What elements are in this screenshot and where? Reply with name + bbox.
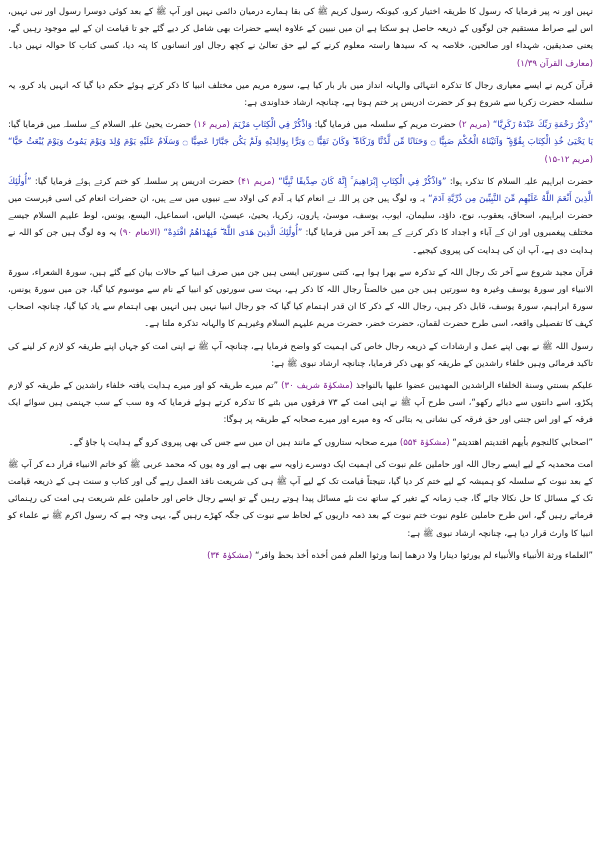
body-text: ”تم میرے طریقہ کو اور میرے ہدایت یافتہ خلفاء راشدین کے طریقہ کو لازم پکڑو، اسے دانتوں سے دبائے رکھو“، اسی طرح آپ ﷺ نے اپنی امت کے ۷۳ فرقوں میں بٹنے کا تذکرہ کرتے ہوئے فرمایا کہ وہ سب کے سب جہنمی ہیں سوائے ایک فرقہ کے اور اس جنتی اور حق فرقہ کی نشانی یہ بتائی کہ وہ میرے اور میرے صحابہ کے طریقہ پر ہوگا:: [8, 381, 593, 426]
document-page: [8, 4, 593, 863]
hadith-text: ”العلماء ورثة الأنبياء والأنبياء لم يورثوا دينارا ولا درهما إنما ورثوا العلم فمن أخذه أخذ بحظ وافر“: [252, 550, 593, 561]
paragraph: [8, 435, 593, 452]
paragraph: [8, 78, 593, 112]
reference-citation: (الانعام ۹۰): [116, 228, 161, 239]
paragraph: [8, 378, 593, 430]
paragraph: [8, 457, 593, 543]
paragraph: [8, 117, 593, 169]
quran-verse: ”أُولَٰئِكَ الَّذِينَ أَنْعَمَ اللَّهُ عَلَيْهِم مِّنَ النَّبِيِّينَ مِن ذُرِّيَّةِ آدَمَ“: [8, 176, 593, 205]
paragraph: [8, 339, 593, 373]
reference-citation: (مریم ۴۱): [234, 176, 275, 187]
paragraph: [8, 265, 593, 334]
paragraph: [8, 174, 593, 260]
reference-citation: (مریم ۱۲-۱۵): [544, 154, 593, 165]
body-text: قرآن مجید شروع سے آخر تک رجال اللہ کے تذکرہ سے بھرا ہوا ہے، کتنی سورتیں ایسی ہیں جن میں صرف انبیا کے حالات بیان کیے گئے ہیں، سورۃ الشعراء، سورۃ الانبیاء اور سورۃ یوسف وغیرہ وہ سورتیں ہیں جن میں خالصتاً رجال اللہ کا ذکر ہے، بہت سی سورتوں کو انبیا کے نام سے موسوم کیا گیا، جن میں سورۃ یونس، سورۃ ابراہیم، سورۃ یوسف، قابل ذکر ہیں، رجال اللہ کے ذکر کا ان قدر اہتمام کیا گیا کہ جو رجال انبیا نہیں ہیں انہیں بھی اہتمام سے یاد کیا گیا، چنانچہ اصحاب کہف کا تفصیلی واقعہ، اسی طرح حضرت لقمان، حضرت خضر، حضرت مریم علیہم السلام وغیرہم کا والہانہ تذکرہ ملتا ہے۔: [8, 267, 593, 330]
body-text: نہیں اور نہ پیر فرمایا کہ رسول کا طریقہ اختیار کرو، کیونکہ رسول کریم ﷺ کی بقا ہمارے درمیان دائمی نہیں اور آپ ﷺ کے بعد کوئی دوسرا رسول اور نبی نہیں، اس لیے صراط مستقیم جن لوگوں کے ذریعہ حاصل ہو سکتا ہے ان میں نبیین کے علاوہ ایسے حضرات بھی شامل کر دیے گئے جو تا قیامت ان کے لیے موجود رہیں گے، یعنی صدیقین، شہداء اور صالحین، خلاصہ یہ کہ سیدھا راستہ معلوم کرنے کے لیے حق تعالیٰ نے کچھ رجال اور انسانوں کا پتہ دیا، کسی کتاب کا حوالہ نہیں دیا۔: [8, 7, 593, 52]
body-text: میرے صحابہ ستاروں کے مانند ہیں ان میں سے جس کی بھی پیروی کرو گے ہدایت پا جاؤ گے۔: [68, 437, 398, 448]
paragraph: [8, 548, 593, 565]
body-text: حضرت مریم کے سلسلہ میں فرمایا گیا:: [311, 120, 456, 131]
quran-verse: ”ذِكْرُ رَحْمَةِ رَبِّكَ عَبْدَهُ زَكَرِيَّا“: [490, 120, 594, 131]
body-text: یہ وہ لوگ ہیں جن پر اللہ نے انعام کیا یہ آدم کی اولاد سے نبیوں میں سے ہیں، ان حضرات انعام کی اسی فہرست میں حضرت ابراہیم، اسحاق، یعقوب، نوح، داؤد، سلیمان، ایوب، یوسف، موسیٰ، ہارون، زکریا، یحییٰ، عیسیٰ، الیاس، اسماعیل، الیسع، یونس، لوط علیہم السلام جیسے مختلف پیغمبروں اور ان کے آباء و اجداد کا ذکر کرنے کے بعد آخر میں فرمایا گیا:: [8, 194, 593, 239]
body-text: حضرت یحییٰ علیہ السلام کے سلسلہ میں فرمایا گیا:: [8, 120, 192, 131]
hadith-text: ”اصحابي كالنجوم بأيهم اقتديتم اهتديتم“: [449, 437, 593, 448]
reference-citation: (مریم ۲): [455, 120, 491, 131]
reference-citation: (مشکوٰۃ ۵۵۴): [397, 437, 450, 448]
body-text: امت محمدیہ کے لیے ایسے رجال اللہ اور حاملین علم نبوت کی اہمیت ایک دوسرے زاویہ سے بھی ہے اور وہ یوں کہ محمد عربی ﷺ کو خاتم الانبیاء قرار دے کر آپ ﷺ کے بعد نبوت کے سلسلہ کو ہمیشہ کے لیے ختم کر دیا گیا، نتیجتاً قیامت تک کے لیے آپ ﷺ ہی کی شریعت نافذ العمل رہے گی اور کتاب و سنت ہی کے ذریعہ قیامت تک کے مسائل کا حل نکالا جائے گا، جب زمانہ کے تغیر کے ساتھ نت نئے مسائل پیدا ہوتے رہیں گے تو ایسے رجال خاص اور حاملین علم شریعت ہی امت کی رہنمائی فرماتے رہیں گے، اس طرح حاملین علوم نبوت ختم نبوت کے بعد ذمہ داریوں کے لحاظ سے نبوت کی جگہ کھڑے رہیں گے، یہی وجہ ہے کہ رسول اکرم ﷺ نے علماء کو انبیا کا وارث قرار دیا ہے، چنانچہ ارشاد نبوی ﷺ ہے:: [8, 459, 593, 539]
reference-citation: (مشکوٰۃ ۳۴): [207, 550, 253, 561]
body-text: یہ وہ لوگ ہیں جن کو اللہ نے ہدایت دی ہے، آپ ان کی ہدایت کی پیروی کیجیے۔: [8, 228, 593, 256]
body-text: حضرت ابراہیم علیہ السلام کا تذکرہ ہوا:: [446, 176, 594, 187]
document-body: [8, 4, 593, 565]
hadith-text: عليكم بسنتي وسنة الخلفاء الراشدين المهديين عضوا عليها بالنواجذ: [352, 381, 593, 392]
body-text: حضرت ادریس پر سلسلہ کو ختم کرتے ہوئے فرمایا گیا:: [31, 176, 235, 187]
body-text: رسول اللہ ﷺ نے بھی اپنے عمل و ارشادات کے ذریعہ رجال خاص کی اہمیت کو واضح فرمایا ہے، چنانچہ آپ ﷺ نے اپنی امت کو جہاں اپنے طریقہ کو لازم کر لینے کی تاکید فرمائی وہیں خلفاء راشدین کے طریقہ کو بھی ذکر فرمایا، چنانچہ ارشاد نبوی ﷺ ہے:: [8, 341, 593, 369]
reference-citation: (مریم ۱۶): [191, 120, 230, 131]
quran-verse: وَاذْكُرْ فِي الْكِتَابِ مَرْيَمَ: [229, 120, 312, 131]
reference-citation: (معارف القرآن ۱/۳۹): [516, 58, 593, 69]
paragraph: [8, 4, 593, 73]
body-text: قرآن کریم نے ایسے معیاری رجال کا تذکرہ انتہائی والہانہ انداز میں بار بار کیا ہے، سورہ مریم میں مختلف انبیا کا ذکر کرتے ہوئے حکم دیا گیا کہ انہیں یاد کرو، یہ سلسلہ حضرت زکریا سے شروع ہو کر حضرت ادریس پر ختم ہوتا ہے، چنانچہ ارشاد خداوندی ہے:: [8, 80, 593, 109]
reference-citation: (مشکوٰۃ شریف ۳۰): [278, 381, 353, 392]
quran-verse: ”أُولَٰئِكَ الَّذِينَ هَدَى اللَّهُ ۖ فَبِهُدَاهُمُ اقْتَدِهْ“: [160, 228, 303, 239]
quran-verse: ”وَاذْكُرْ فِي الْكِتَابِ إِبْرَاهِيمَ ۚ إِنَّهُ كَانَ صِدِّيقًا نَّبِيًّا“: [274, 176, 447, 187]
quran-verse: يَا يَحْيَىٰ خُذِ الْكِتَابَ بِقُوَّةٍ ۖ وَآتَيْنَاهُ الْحُكْمَ صَبِيًّا ۝ وَحَنَانًا مِّن لَّدُنَّا وَزَكَاةً ۖ وَكَانَ تَقِيًّا ۝ وَبَرًّا بِوَالِدَيْهِ وَلَمْ يَكُن جَبَّارًا عَصِيًّا ۝ وَسَلَامٌ عَلَيْهِ يَوْمَ وُلِدَ وَيَوْمَ يَمُوتُ وَيَوْمَ يُبْعَثُ حَيًّا“: [8, 137, 594, 148]
